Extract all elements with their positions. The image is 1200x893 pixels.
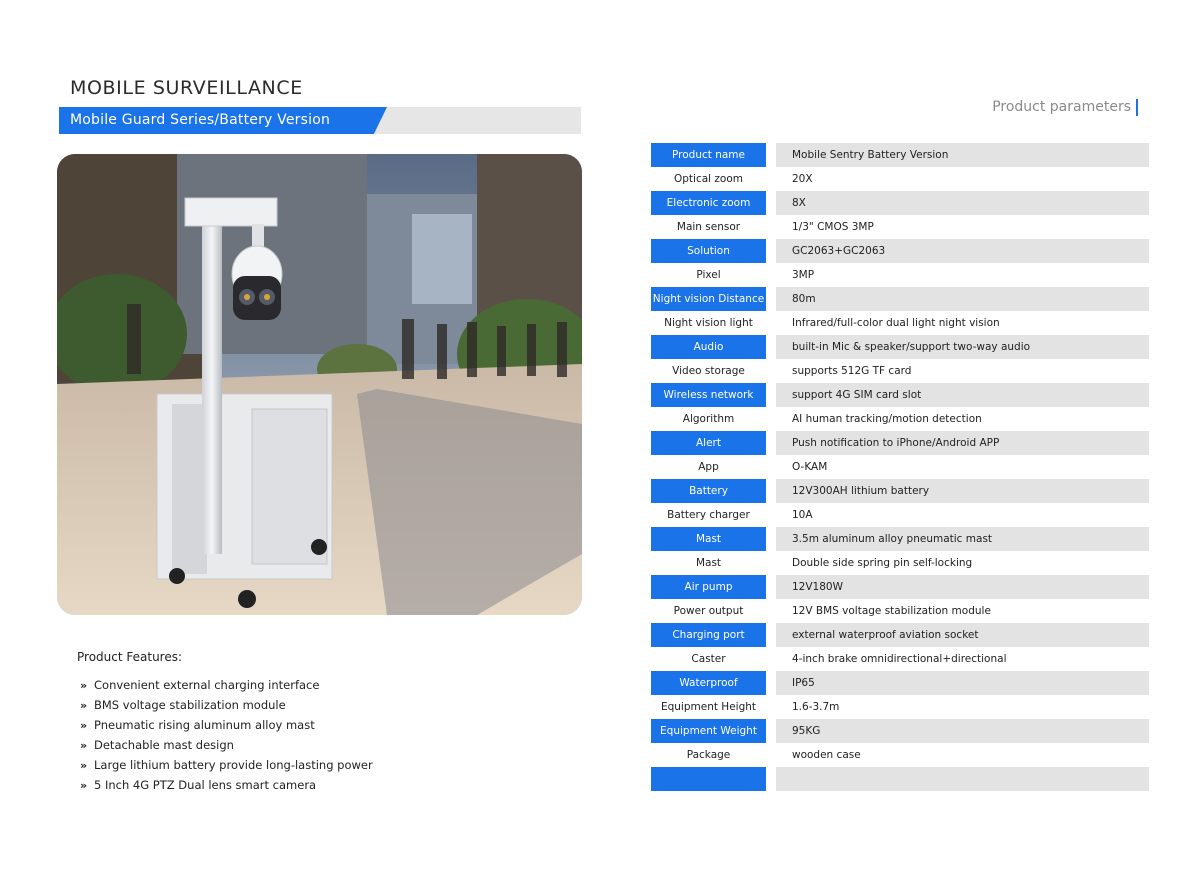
spec-row	[651, 743, 1149, 767]
spec-label: Video storage	[672, 365, 745, 377]
spec-row	[651, 143, 1149, 167]
spec-label: Air pump	[651, 575, 766, 599]
spec-row	[651, 359, 1149, 383]
spec-value: 95KG	[776, 719, 1149, 743]
spec-value: 1/3" CMOS 3MP	[792, 221, 874, 233]
feature-item: » BMS voltage stabilization module	[80, 698, 286, 712]
spec-value: 4-inch brake omnidirectional+directional	[792, 653, 1007, 665]
features-list	[80, 677, 373, 797]
features-title: Product Features:	[77, 650, 183, 664]
params-title: Product parameters	[992, 99, 1138, 116]
spec-row	[651, 479, 1149, 503]
spec-row	[651, 191, 1149, 215]
spec-row	[651, 287, 1149, 311]
spec-row	[651, 239, 1149, 263]
spec-row	[651, 431, 1149, 455]
spec-row	[651, 383, 1149, 407]
spec-row	[651, 527, 1149, 551]
spec-row	[651, 767, 1149, 791]
spec-row	[651, 551, 1149, 575]
spec-label: Mast	[651, 527, 766, 551]
feature-item: » 5 Inch 4G PTZ Dual lens smart camera	[80, 778, 317, 792]
spec-label: Power output	[673, 605, 744, 617]
spec-label	[651, 767, 766, 791]
feature-item: » Large lithium battery provide long-lasting power	[80, 758, 373, 772]
spec-row	[651, 407, 1149, 431]
spec-label: Night vision Distance	[651, 287, 766, 311]
spec-row	[651, 263, 1149, 287]
spec-row	[651, 671, 1149, 695]
chevron-right-icon: »	[80, 779, 88, 792]
spec-value: built-in Mic & speaker/support two-way audio	[776, 335, 1149, 359]
chevron-right-icon: »	[80, 739, 88, 752]
spec-label: Solution	[651, 239, 766, 263]
spec-label: Equipment Height	[660, 701, 757, 713]
spec-label: Alert	[651, 431, 766, 455]
feature-item: » Detachable mast design	[80, 738, 234, 752]
spec-value: 12V300AH lithium battery	[776, 479, 1149, 503]
spec-value: supports 512G TF card	[792, 365, 912, 377]
spec-value: 12V180W	[776, 575, 1149, 599]
spec-label: Charging port	[651, 623, 766, 647]
spec-value: 20X	[792, 173, 813, 185]
spec-label: Waterproof	[651, 671, 766, 695]
spec-label: Optical zoom	[673, 173, 743, 185]
spec-value: 3.5m aluminum alloy pneumatic mast	[776, 527, 1149, 551]
series-name: Mobile Guard Series/Battery Version	[70, 112, 331, 128]
spec-value: 1.6-3.7m	[792, 701, 840, 713]
spec-row	[651, 215, 1149, 239]
spec-value: 12V BMS voltage stabilization module	[792, 605, 991, 617]
spec-label: Battery	[651, 479, 766, 503]
spec-row	[651, 167, 1149, 191]
spec-label: Algorithm	[682, 413, 735, 425]
spec-row	[651, 575, 1149, 599]
chevron-right-icon: »	[80, 679, 88, 692]
spec-value: 8X	[776, 191, 1149, 215]
spec-label: Audio	[651, 335, 766, 359]
spec-value: Infrared/full-color dual light night vision	[792, 317, 1000, 329]
chevron-right-icon: »	[80, 719, 88, 732]
product-photo	[57, 154, 582, 615]
spec-label: Package	[686, 749, 731, 761]
spec-row	[651, 599, 1149, 623]
spec-row	[651, 335, 1149, 359]
spec-label: Caster	[691, 653, 726, 665]
chevron-right-icon: »	[80, 759, 88, 772]
spec-row	[651, 695, 1149, 719]
spec-label: Main sensor	[676, 221, 741, 233]
spec-row	[651, 623, 1149, 647]
spec-value	[776, 767, 1149, 791]
spec-value: 10A	[792, 509, 813, 521]
spec-value: Push notification to iPhone/Android APP	[776, 431, 1149, 455]
page-title: MOBILE SURVEILLANCE	[70, 77, 303, 99]
spec-row	[651, 719, 1149, 743]
spec-value: 3MP	[792, 269, 815, 281]
spec-label: Night vision light	[664, 317, 753, 329]
spec-value: 80m	[776, 287, 1149, 311]
spec-label: Product name	[651, 143, 766, 167]
spec-label: Pixel	[696, 269, 721, 281]
spec-row	[651, 503, 1149, 527]
chevron-right-icon: »	[80, 699, 88, 712]
spec-label: Equipment Weight	[651, 719, 766, 743]
spec-value: support 4G SIM card slot	[776, 383, 1149, 407]
spec-label: Wireless network	[651, 383, 766, 407]
spec-label: Mast	[695, 557, 722, 569]
spec-value: external waterproof aviation socket	[776, 623, 1149, 647]
series-banner	[59, 107, 581, 134]
spec-value: AI human tracking/motion detection	[792, 413, 982, 425]
spec-value: Double side spring pin self-locking	[792, 557, 973, 569]
spec-value: wooden case	[792, 749, 861, 761]
spec-value: Mobile Sentry Battery Version	[776, 143, 1149, 167]
spec-table	[651, 143, 1149, 791]
spec-value: O-KAM	[792, 461, 828, 473]
spec-label: Electronic zoom	[651, 191, 766, 215]
spec-row	[651, 455, 1149, 479]
feature-item: » Convenient external charging interface	[80, 678, 320, 692]
spec-row	[651, 647, 1149, 671]
spec-label: App	[698, 461, 719, 473]
spec-value: IP65	[776, 671, 1149, 695]
feature-item: » Pneumatic rising aluminum alloy mast	[80, 718, 315, 732]
spec-label: Battery charger	[667, 509, 750, 521]
spec-value: GC2063+GC2063	[776, 239, 1149, 263]
spec-row	[651, 311, 1149, 335]
